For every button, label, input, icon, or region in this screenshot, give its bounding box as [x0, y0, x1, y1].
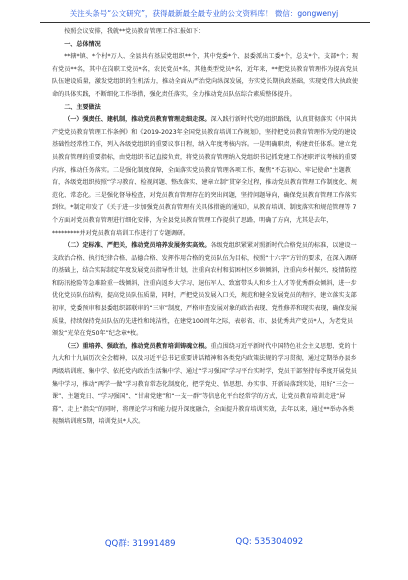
subsection-3-text: 重点围绕习近平新时代中国特色社会主义思想、党的十九大和十九届历次全会精神，以及习近平总书记重要讲话精神和各类党内政策法规的学习贯彻，通过定期举办县乡两级培训班、集中学、依托党内政治生活集中学、通过“学习强国”学习平台实时学，党员干部坚持每季度开展党员集中学习，推动“两学一做”学习教育常态化制度化，把学党史、悟思想、办实事、开新局落到实处，用好“三会一课”、主题党日、“学习强国”、“甘肃党建”和“一支一群”等信息化平台经常学的方式，让党员教育培训走进“屏幕”、走上“指尖”的同时，将理论学习和能力提升深度融合，全面提升教育培训实效，去年以来，通过**举办各类视频培训班5期，培训党员*人次。	[52, 342, 357, 426]
document-body	[52, 26, 358, 429]
footer	[0, 537, 408, 549]
subsection-2-text: 各级党组织紧紧对照新时代合格党员的标准，以建设一支政治合格、执行纪律合格、品德合格、发挥作用合格的党员队伍为目标，按照“十六字”方针的要求，在深入调研的基础上，结合实际制定年度发展党员指导性计划，注重向农村和贫困村区乡镇倾斜，注重向乡村振兴、疫情防控和防汛抢险等急难险重一线倾斜，注重向返乡大学习、退伍军人、致富带头人和乡土人才等优秀群众倾斜，进一步优化党员队伍结构，提高党员队伍质量，同时，严把党员发展入口关，规范和健全发展党员的程序，建立落实支部初审，党委预审和县委组织部联审的“三审”制度，严格审查发展对象的政治表现、党性修养和现实表现，确保发展质量，持续保持党员队伍的先进性和纯洁性，在建党100周年之际，表彰省、市、县优秀共产党员*人，为老党员颁发“光荣在党50年”纪念章*枚。	[52, 242, 357, 338]
subsection-3-title: （三）重培养、强政治，推动党员教育培训铸魂立根。	[64, 342, 211, 350]
subsection-2	[52, 240, 358, 341]
section-heading-practices: 二、主要做法	[64, 103, 101, 111]
subsection-1	[52, 114, 358, 240]
footer-qq-group: QQ群: 31991489	[104, 539, 176, 549]
overview-paragraph: **辖*镇、*个村*万人、全县共有基层党组织**个，其中党委*个、县委派出工委*个，总支*个，支部*个；现有党员**名，其中在岗职工党员*名，农民党员*名，其他类型党员*名，近年来，**把党员教育管理作为提高党员队伍建设质量，激发党组织的生机活力，推动全面从严治党向纵深发展，夯实党长期执政基础，实现党伟大执政使命的具体实践，不断细化工作举措，强化责任落实，全力推动党员队伍综合素质整体提升。	[52, 53, 358, 98]
subsection-2-title: （二）定标准、严把关，推动党员培养发展务实高效。	[64, 242, 211, 250]
header-divider	[40, 22, 370, 23]
header-banner: 关注头条号“公文研究”，获得最新最全最专业的公文资料库！ 微信：gongwenyj	[69, 9, 339, 18]
intro-paragraph: 按照会议安排，我就**党员教育管理工作汇报如下：	[64, 28, 205, 35]
footer-qq: QQ: 535304092	[235, 537, 304, 547]
section-heading-overview: 一、总体情况	[64, 40, 101, 48]
subsection-1-text: 深入践行新时代党的组织路线，认真贯彻落实《中国共产党党员教育管理工作条例》和《2019-2023年全国党员教育培训工作规划》，坚持把党员教育管理作为党的建设基础性经常性工作，列入各级党组织的重要议事日程，纳入年度考核内容。一是明确职责，构建责任体系。建立党员教育管理的重要指标，由党组织书记直接负责，将党员教育管理纳入党组织书记抓党建工作述职评议考核的重要内容，推动任务落实。二是强化制度保障，全面落实党员教育管理各项工作，聚焦“不忘初心、牢记使命”主题教育，各级党组织按照“学习教育、检视问题、整改落实、建章立制”贯穿全过程，推动党员教育管理工作制度化、规范化、常态化。三是强化督导检查，对党员教育管理存在的突出问题，坚持问题导向，确保党员教育管理工作落实到位。*制定印发了《关于进一步加强党员教育管理有关具体措施的通知》，从教育培训、制度落实和规范管理等 7 个方面对党员教育管理进行细化安排，为全县党员教育管理工作提供了思路，明确了方向，尤其是去年，*********并对党员教育培训工作进行了专题调研。	[52, 116, 357, 237]
subsection-1-title: （一）强责任、建机制，推动党员教育管理走细走深。	[64, 116, 211, 124]
subsection-3	[52, 341, 358, 429]
